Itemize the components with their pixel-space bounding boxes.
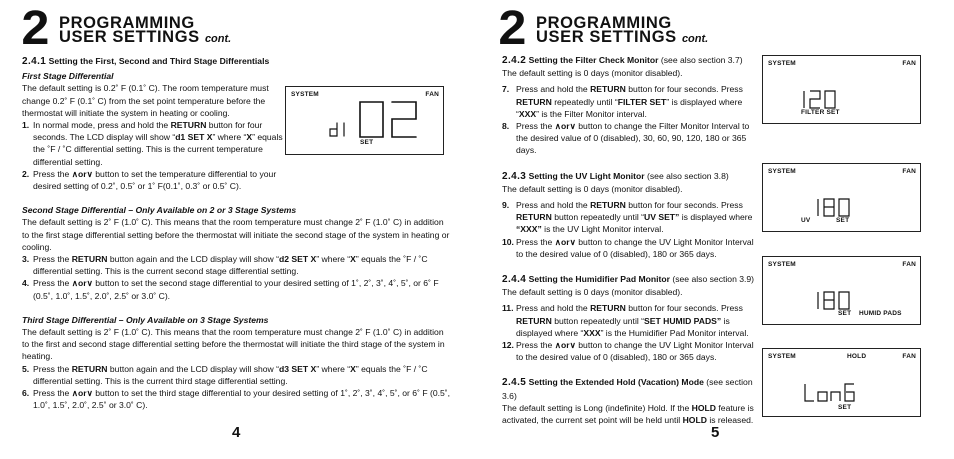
step-7: 7. Press and hold the RETURN button for four seconds. Press RETURN repeatedly until “FILTER SET” is displayed where “XXX” is the Filter Monitor interval. xyxy=(502,84,743,119)
step-4: 4. Press the ∧or∨ button to set the second stage differential to your desired setting of 1˚, 2˚, 3˚, 4˚, 5˚, or 6˚ F (0.5˚, 1.0˚, 1.5˚, 2.0˚, 2.5˚ or 3.0˚ C). xyxy=(22,278,439,301)
lcd-humid-pads-label: HUMID PADS xyxy=(859,310,902,317)
lcd-system-label: SYSTEM xyxy=(768,60,796,67)
lcd-set-label: SET xyxy=(838,404,852,411)
step-12: 12. Press the ∧or∨ button to change the UV Light Monitor Interval to the desired value of 0 (disabled), 180 or 365 days. xyxy=(502,340,754,363)
lcd-digits-180 xyxy=(763,164,920,231)
step-3: 3. Press the RETURN button again and the LCD display will show “d2 SET X” where “X” equals the ˚F / ˚C differential setting. This is the current second stage differential setting. xyxy=(22,254,428,277)
lcd-fan-label: FAN xyxy=(902,168,916,175)
page-number-left: 4 xyxy=(232,424,241,441)
s3-default: The default setting is 0 days (monitor disabled). xyxy=(502,183,683,194)
heading-cont: cont. xyxy=(681,33,709,45)
step-9: 9. Press and hold the RETURN button for four seconds. Press RETURN button repeatedly until “UV SET” is displayed where “XXX” is the UV Light Monitor interval. xyxy=(502,200,753,235)
page-right xyxy=(477,0,954,459)
lcd-system-label: SYSTEM xyxy=(768,168,796,175)
lcd-system-label: SYSTEM xyxy=(768,353,796,360)
step-8: 8. Press the ∧or∨ button to change the Filter Monitor Interval to the desired value of 0 (disabled), 30, 60, 90, 120, 180 or 365 days. xyxy=(502,121,750,156)
second-stage-title: Second Stage Differential – Only Available on 2 or 3 Stage Systems xyxy=(22,205,297,216)
heading-line1: PROGRAMMING xyxy=(536,14,672,32)
lcd-display-humid xyxy=(762,256,921,325)
lcd-system-label: SYSTEM xyxy=(291,91,319,98)
lcd-set-label: SET xyxy=(838,310,852,317)
third-stage-default: The default setting is 2˚ F (1.0˚ C). This means that the room temperature must change 2˚ F (1.0˚ C) in addition to the first and second stage differential setting before the thermostat will initiate the third stage of the system in heating. xyxy=(22,327,445,362)
left-body xyxy=(22,55,462,411)
lcd-fan-label: FAN xyxy=(425,91,439,98)
heading-line1: PROGRAMMING xyxy=(59,14,195,32)
lcd-digits-120 xyxy=(763,56,920,123)
step-11: 11. Press and hold the RETURN button for four seconds. Press RETURN button repeatedly until “SET HUMID PADS” is displayed where “XXX” is the Humidifier Pad Monitor interval. xyxy=(502,303,749,338)
heading-line2: USER SETTINGS cont. xyxy=(536,28,709,46)
s4-default: The default setting is 0 days (monitor disabled). xyxy=(502,287,683,298)
arrow-up-down-icon: ∧or∨ xyxy=(71,168,93,179)
lcd-fan-label: FAN xyxy=(902,60,916,67)
arrow-up-down-icon: ∧or∨ xyxy=(554,121,576,132)
third-stage-title: Third Stage Differential – Only Available on 3 Stage Systems xyxy=(22,314,269,325)
s5-body: The default setting is Long (indefinite) Hold. If the HOLD feature is activated, the current set point will be held until HOLD is released. xyxy=(502,402,754,426)
lcd-hold-label: HOLD xyxy=(847,353,867,360)
section-2-4-1-heading: 2.4.1 Setting the First, Second and Third Stage Differentials xyxy=(22,56,270,67)
second-stage-default: The default setting is 2˚ F (1.0˚ C). This means that the room temperature must change 2˚ F (1.0˚ C) in addition to the first stage differential setting before the thermostat will initiate the second stage of the system in heating or cooling. xyxy=(22,217,450,252)
step-5: 5. Press the RETURN button again and the LCD display will show “d3 SET X” where “X” equals the ˚F / ˚C differential setting. This is the current third stage differential setting. xyxy=(22,363,428,386)
chapter-number: 2 xyxy=(498,2,526,55)
chapter-number: 2 xyxy=(21,2,49,55)
arrow-up-down-icon: ∧or∨ xyxy=(554,340,576,351)
lcd-digits-long xyxy=(763,349,920,416)
s2-default: The default setting is 0 days (monitor disabled). xyxy=(502,68,683,79)
heading-line2: USER SETTINGS cont. xyxy=(59,28,232,46)
lcd-system-label: SYSTEM xyxy=(768,261,796,268)
lcd-display-uv xyxy=(762,163,921,232)
lcd-display-hold xyxy=(762,348,921,417)
step-2: 2. Press the ∧or∨ button to set the temperature differential to your desired setting of 0.2˚, 0.5˚ or 1˚ F(0.1˚, 0.3˚ or 0.5˚ C). xyxy=(22,168,277,192)
arrow-up-down-icon: ∧or∨ xyxy=(71,388,93,399)
lcd-fan-label: FAN xyxy=(902,261,916,268)
lcd-set-label: SET xyxy=(836,217,850,224)
lcd-digits-180 xyxy=(763,257,920,324)
arrow-up-down-icon: ∧or∨ xyxy=(554,236,576,247)
lcd-set-label: SET xyxy=(360,139,374,146)
step-1: 1. In normal mode, press and hold the RETURN button for four seconds. The LCD display will show “d1 SET X” where “X” equals the ˚F / ˚C differential setting. This is the current temperature differential setting. xyxy=(22,120,283,167)
section-2-4-3-heading: 2.4.3 Setting the UV Light Monitor (see also section 3.8) xyxy=(502,170,729,182)
section-2-4-4-heading: 2.4.4 Setting the Humidifier Pad Monitor (see also section 3.9) xyxy=(502,274,755,286)
lcd-filter-set-label: FILTER SET xyxy=(801,109,840,116)
lcd-display-filter xyxy=(762,55,921,124)
first-stage-title: First Stage Differential xyxy=(22,71,114,82)
lcd-fan-label: FAN xyxy=(902,353,916,360)
arrow-up-down-icon: ∧or∨ xyxy=(71,278,93,289)
section-2-4-2-heading: 2.4.2 Setting the Filter Check Monitor (see also section 3.7) xyxy=(502,55,743,66)
lcd-uv-label: UV xyxy=(801,217,811,224)
step-10: 10. Press the ∧or∨ button to change the UV Light Monitor Interval to the desired value of 0 (disabled), 180 or 365 days. xyxy=(502,236,754,259)
right-body xyxy=(502,54,762,426)
step-6: 6. Press the ∧or∨ button to set the third stage differential to your desired setting of 1˚, 2˚, 3˚, 4˚, 5˚, or 6˚ F (0.5˚, 1.0˚, 1.5˚, 2.0˚, 2.5˚ or 3.0˚ C). xyxy=(22,388,451,411)
first-stage-default: The default setting is 0.2˚ F (0.1˚ C). The room temperature must change 0.2˚ F (0.1˚ C) from the set point temperature before the thermostat will initiate the system in heating or cooling. xyxy=(22,83,269,118)
heading-cont: cont. xyxy=(204,33,232,45)
page-number-right: 5 xyxy=(711,424,720,441)
section-2-4-5-heading: 2.4.5 Setting the Extended Hold (Vacation) Mode (see section 3.6) xyxy=(502,377,753,401)
